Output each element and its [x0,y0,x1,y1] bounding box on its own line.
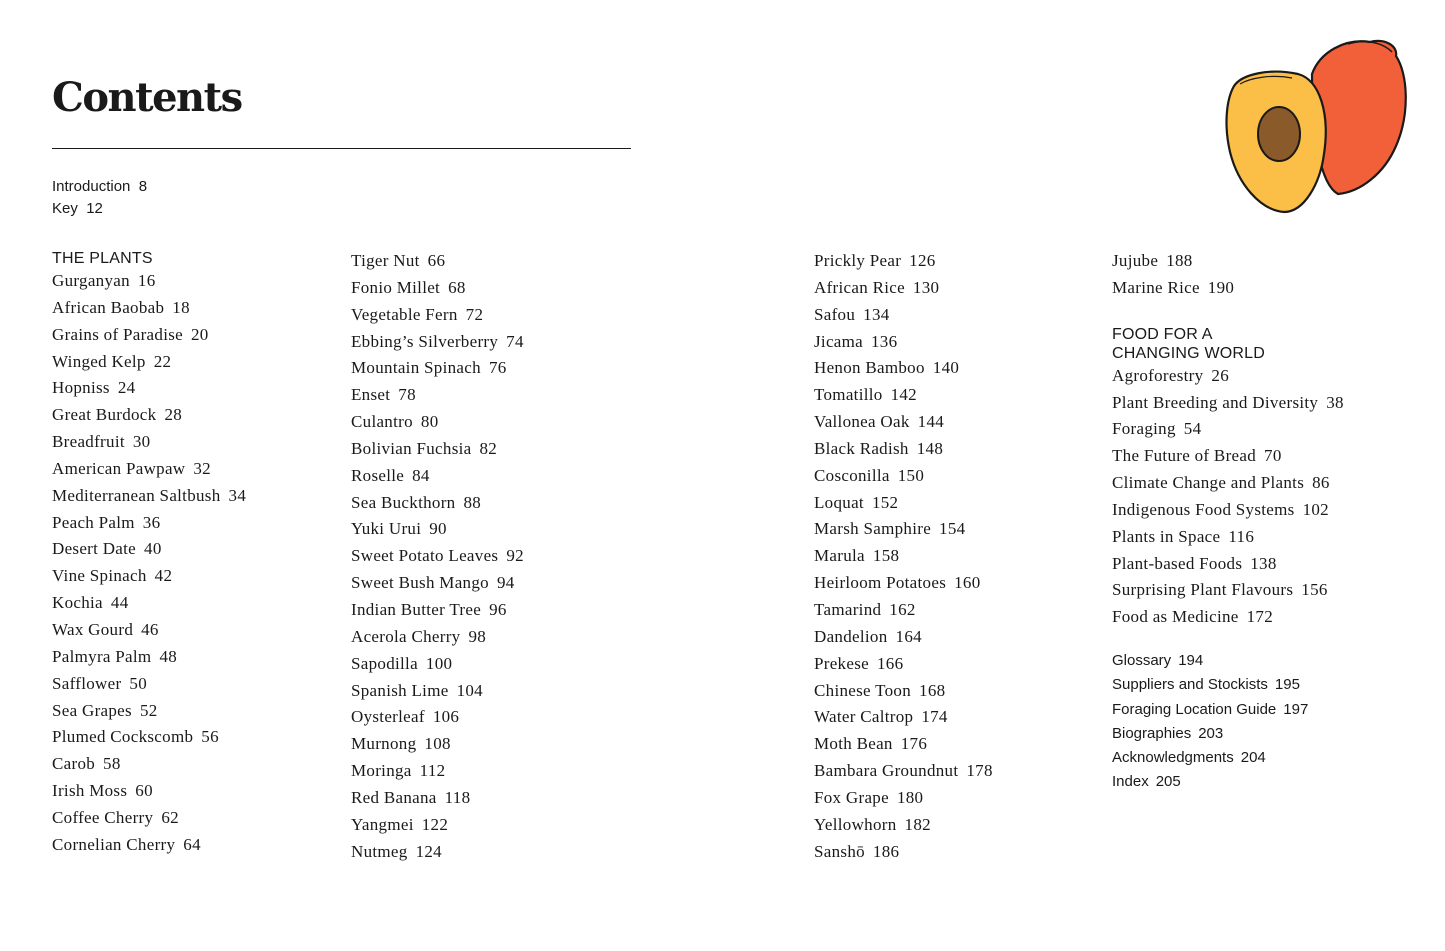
entry-page: 186 [872,841,900,861]
entry-page: 50 [129,673,148,693]
toc-entry-prickly-pear[interactable] [814,248,993,275]
toc-entry-murnong[interactable] [351,731,524,758]
entry-page: 88 [463,492,482,512]
entry-page: 22 [153,351,172,371]
entry-page: 182 [904,814,931,834]
entry-page: 92 [506,546,524,566]
entry-label: Safou [814,304,856,324]
entry-label: Sweet Potato Leaves [351,546,499,566]
entry-page: 40 [144,539,162,559]
entry-label: Foraging [1112,419,1176,439]
entry-label: Marsh Samphire [814,519,932,539]
entry-label: Loquat [814,492,864,512]
entry-page: 166 [876,653,904,673]
toc-entry-foraging-location-guide[interactable] [1112,698,1344,722]
toc-entry-glossary[interactable] [1112,649,1344,673]
entry-page: 100 [425,653,453,673]
entry-page: 64 [183,834,201,854]
entry-page: 76 [488,358,507,378]
toc-entry-suppliers-and-stockists[interactable] [1112,673,1344,697]
entry-label: Prickly Pear [814,251,902,270]
toc-entry-plants-in-space[interactable] [1112,524,1344,551]
toc-entry-cornelian-cherry[interactable] [52,832,246,859]
toc-entry-indigenous-food-systems[interactable] [1112,497,1344,524]
entry-label: Sea Buckthorn [351,492,456,512]
entry-label: Red Banana [351,787,437,807]
entry-label: Henon Bamboo [814,358,925,378]
toc-entry-irish-moss[interactable] [52,778,246,805]
entry-label: Ebbing’s Silverberry [351,331,499,351]
entry-label: Bolivian Fuchsia [351,438,472,458]
toc-entry-surprising-plant-flavours[interactable] [1112,577,1344,604]
toc-entry-index[interactable] [1112,770,1344,794]
toc-entry-sea-grapes[interactable] [52,698,246,725]
entry-label: Acknowledgments [1112,748,1234,766]
entry-label: Nutmeg [351,841,408,861]
front-matter-list [52,176,147,220]
entry-page: 20 [190,324,209,344]
toc-entry-chinese-toon[interactable] [814,678,993,705]
fruit-illustration [1220,34,1410,219]
toc-entry-sea-buckthorn[interactable] [351,490,524,517]
entry-page: 134 [863,304,890,324]
entry-page: 112 [419,761,446,781]
entry-label: Plants in Space [1112,526,1221,546]
entry-page: 36 [142,512,161,532]
entry-label: Moth Bean [814,734,893,754]
entry-page: 56 [201,727,219,747]
plants-list-4 [1112,248,1344,302]
entry-page: 162 [889,599,916,619]
entry-page: 204 [1240,748,1266,766]
entry-page: 118 [444,787,471,807]
section-gap [1112,631,1344,649]
entry-label: Sapodilla [351,653,418,673]
entry-page: 152 [871,492,899,512]
toc-entry-sweet-potato-leaves[interactable] [351,543,524,570]
toc-entry-culantro[interactable] [351,409,524,436]
toc-entry-sweet-bush-mango[interactable] [351,570,524,597]
toc-entry-cosconilla[interactable] [814,463,993,490]
toc-entry-tamarind[interactable] [814,597,993,624]
entry-label: Great Burdock [52,405,157,425]
entry-label: Climate Change and Plants [1112,473,1305,493]
title-divider [52,148,631,149]
toc-entry-hopniss[interactable] [52,375,246,402]
entry-page: 160 [954,573,981,593]
entry-label: Tiger Nut [351,251,420,270]
toc-entry-wax-gourd[interactable] [52,617,246,644]
entry-page: 156 [1301,580,1328,600]
entry-label: Marula [814,546,865,566]
toc-entry-heirloom-potatoes[interactable] [814,570,993,597]
entry-label: Sea Grapes [52,700,132,720]
entry-page: 80 [420,412,439,432]
toc-entry-plumed-cockscomb[interactable] [52,724,246,751]
entry-label: Food as Medicine [1112,607,1239,627]
entry-page: 174 [921,707,948,727]
toc-entry-henon-bamboo[interactable] [814,355,993,382]
entry-label: Sanshō [814,841,865,861]
entry-label: Desert Date [52,539,137,559]
entry-page: 102 [1302,499,1329,519]
toc-entry-ebbing-s-silverberry[interactable] [351,329,524,356]
toc-entry-mountain-spinach[interactable] [351,355,524,382]
entry-label: Black Radish [814,438,909,458]
entry-page: 34 [228,485,247,505]
entry-label: Chinese Toon [814,680,912,700]
entry-label: Irish Moss [52,781,128,801]
entry-label: Indigenous Food Systems [1112,499,1295,519]
entry-label: Oysterleaf [351,707,425,727]
entry-label: Jicama [814,331,863,351]
section-gap [1112,302,1344,324]
entry-page: 172 [1246,607,1274,627]
toc-entry-water-caltrop[interactable] [814,704,993,731]
toc-entry-kochia[interactable] [52,590,246,617]
entry-page: 150 [897,465,925,485]
toc-entry-african-baobab[interactable] [52,295,246,322]
entry-page: 28 [164,405,183,425]
toc-column-1 [52,248,246,859]
entry-label: Gurganyan [52,271,130,290]
entry-label: Murnong [351,734,417,754]
toc-column-4 [1112,248,1344,794]
entry-label: Breadfruit [52,432,125,452]
entry-page: 154 [939,519,966,539]
toc-entry-jicama[interactable] [814,329,993,356]
entry-page: 32 [193,458,211,478]
entry-label: Mediterranean Saltbush [52,485,221,505]
toc-entry-red-banana[interactable] [351,785,524,812]
entry-page: 12 [86,200,103,217]
toc-entry-moth-bean[interactable] [814,731,993,758]
toc-entry-palmyra-palm[interactable] [52,644,246,671]
plants-list-1 [52,268,246,859]
entry-label: Peach Palm [52,512,135,532]
changing-world-list [1112,363,1344,631]
section-heading-food-for-a-changing-world: FOOD FOR A CHANGING WORLD [1112,325,1266,362]
entry-label: Wax Gourd [52,619,134,639]
entry-page: 26 [1211,365,1230,385]
entry-page: 86 [1312,473,1330,493]
entry-page: 48 [159,646,178,666]
entry-page: 136 [871,331,898,351]
toc-entry-desert-date[interactable] [52,536,246,563]
entry-label: Vallonea Oak [814,412,910,432]
entry-page: 140 [932,358,960,378]
entry-label: Foraging Location Guide [1112,700,1277,718]
entry-label: Kochia [52,593,103,613]
entry-label: Hopniss [52,378,110,398]
toc-entry-safflower[interactable] [52,671,246,698]
entry-page: 66 [427,251,446,270]
entry-label: Index [1112,773,1149,791]
entry-label: Agroforestry [1112,365,1204,385]
toc-entry-the-future-of-bread[interactable] [1112,443,1344,470]
toc-entry-african-rice[interactable] [814,275,993,302]
toc-entry-gurganyan[interactable] [52,268,246,295]
toc-entry-agroforestry[interactable] [1112,363,1344,390]
entry-label: Grains of Paradise [52,324,183,344]
toc-column-2 [351,248,524,865]
entry-label: Surprising Plant Flavours [1112,580,1294,600]
entry-page: 72 [465,304,484,324]
entry-label: Cornelian Cherry [52,834,176,854]
toc-entry-prekese[interactable] [814,651,993,678]
toc-entry-peach-palm[interactable] [52,510,246,537]
entry-label: Enset [351,385,391,405]
entry-page: 42 [154,566,173,586]
entry-page: 142 [890,385,917,405]
entry-label: American Pawpaw [52,458,186,478]
entry-label: Glossary [1112,652,1172,670]
toc-entry-indian-butter-tree[interactable] [351,597,524,624]
entry-page: 178 [966,761,993,781]
entry-page: 164 [895,626,922,646]
entry-page: 188 [1166,251,1193,270]
entry-page: 144 [917,412,945,432]
entry-page: 126 [909,251,936,270]
toc-entry-safou[interactable] [814,302,993,329]
entry-label: Introduction [52,178,131,195]
entry-page: 194 [1178,652,1204,670]
toc-entry-enset[interactable] [351,382,524,409]
entry-page: 18 [172,297,190,317]
entry-label: Prekese [814,653,869,673]
toc-entry-vine-spinach[interactable] [52,563,246,590]
entry-page: 130 [912,277,940,297]
entry-page: 82 [479,438,498,458]
entry-page: 122 [421,814,449,834]
toc-entry-american-pawpaw[interactable] [52,456,246,483]
entry-page: 180 [896,787,924,807]
toc-entry-carob[interactable] [52,751,246,778]
entry-label: Marine Rice [1112,277,1200,297]
toc-entry-introduction[interactable] [52,176,147,198]
entry-page: 84 [412,465,430,485]
entry-page: 16 [137,271,156,290]
toc-entry-black-radish[interactable] [814,436,993,463]
entry-page: 78 [398,385,416,405]
entry-label: Carob [52,754,96,774]
toc-entry-oysterleaf[interactable] [351,704,524,731]
entry-label: Cosconilla [814,465,890,485]
entry-page: 203 [1198,724,1224,742]
entry-page: 90 [429,519,447,539]
entry-label: Yangmei [351,814,414,834]
toc-entry-dandelion[interactable] [814,624,993,651]
toc-entry-climate-change-and-plants[interactable] [1112,470,1344,497]
entry-page: 197 [1283,700,1309,718]
entry-page: 60 [135,781,153,801]
entry-label: Biographies [1112,724,1192,742]
toc-entry-yuki-urui[interactable] [351,516,524,543]
entry-label: Bambara Groundnut [814,761,959,781]
entry-page: 54 [1183,419,1202,439]
toc-entry-nutmeg[interactable] [351,839,524,866]
toc-entry-fox-grape[interactable] [814,785,993,812]
toc-entry-tiger-nut[interactable] [351,248,524,275]
toc-entry-acknowledgments[interactable] [1112,746,1344,770]
entry-page: 168 [919,680,946,700]
toc-entry-jujube[interactable] [1112,248,1344,275]
entry-page: 44 [110,593,129,613]
toc-entry-breadfruit[interactable] [52,429,246,456]
entry-page: 46 [141,619,159,639]
entry-label: Plumed Cockscomb [52,727,194,747]
entry-label: Roselle [351,465,405,485]
entry-label: The Future of Bread [1112,446,1257,466]
entry-page: 205 [1155,773,1181,791]
toc-entry-coffee-cherry[interactable] [52,805,246,832]
entry-label: Jujube [1112,251,1159,270]
entry-label: African Baobab [52,297,165,317]
entry-label: Sweet Bush Mango [351,573,489,593]
back-matter-list [1112,649,1344,794]
entry-page: 70 [1264,446,1282,466]
entry-label: Key [52,200,78,217]
entry-label: Yellowhorn [814,814,897,834]
entry-page: 195 [1274,676,1300,694]
entry-label: Spanish Lime [351,680,449,700]
toc-entry-plant-based-foods[interactable] [1112,551,1344,578]
fruit-seed-icon [1258,107,1300,161]
toc-entry-food-as-medicine[interactable] [1112,604,1344,631]
entry-label: Mountain Spinach [351,358,481,378]
entry-label: Tamarind [814,599,882,619]
entry-page: 94 [496,573,515,593]
entry-label: Dandelion [814,626,888,646]
entry-label: Fox Grape [814,787,889,807]
entry-label: Moringa [351,761,412,781]
entry-page: 62 [161,807,179,827]
toc-entry-foraging[interactable] [1112,416,1344,443]
entry-page: 8 [138,178,148,195]
entry-page: 24 [117,378,136,398]
toc-entry-vegetable-fern[interactable] [351,302,524,329]
entry-label: Tomatillo [814,385,883,405]
toc-entry-great-burdock[interactable] [52,402,246,429]
toc-entry-moringa[interactable] [351,758,524,785]
entry-page: 190 [1207,277,1235,297]
toc-entry-plant-breeding-and-diversity[interactable] [1112,390,1344,417]
toc-entry-acerola-cherry[interactable] [351,624,524,651]
entry-label: Indian Butter Tree [351,599,482,619]
entry-page: 116 [1228,526,1255,546]
entry-page: 106 [432,707,460,727]
entry-page: 98 [468,626,487,646]
entry-page: 124 [415,841,442,861]
entry-label: Coffee Cherry [52,807,154,827]
entry-label: Acerola Cherry [351,626,461,646]
entry-label: Heirloom Potatoes [814,573,947,593]
toc-entry-mediterranean-saltbush[interactable] [52,483,246,510]
entry-label: Vine Spinach [52,566,147,586]
toc-entry-bambara-groundnut[interactable] [814,758,993,785]
entry-label: Yuki Urui [351,519,422,539]
entry-page: 138 [1250,553,1277,573]
entry-page: 104 [456,680,483,700]
toc-entry-fonio-millet[interactable] [351,275,524,302]
plants-list-2 [351,248,524,865]
toc-entry-vallonea-oak[interactable] [814,409,993,436]
entry-label: Safflower [52,673,122,693]
toc-entry-yangmei[interactable] [351,812,524,839]
toc-entry-marine-rice[interactable] [1112,275,1344,302]
toc-entry-yellowhorn[interactable] [814,812,993,839]
entry-label: Suppliers and Stockists [1112,676,1268,694]
entry-label: Water Caltrop [814,707,914,727]
toc-entry-biographies[interactable] [1112,722,1344,746]
toc-entry-winged-kelp[interactable] [52,349,246,376]
toc-entry-loquat[interactable] [814,490,993,517]
entry-page: 96 [489,599,507,619]
entry-label: Plant-based Foods [1112,553,1243,573]
section-heading-the-plants: THE PLANTS [52,250,153,267]
toc-entry-grains-of-paradise[interactable] [52,322,246,349]
toc-entry-tomatillo[interactable] [814,382,993,409]
entry-label: Culantro [351,412,413,432]
toc-entry-sansh[interactable] [814,839,993,866]
entry-page: 58 [103,754,121,774]
entry-page: 148 [916,438,944,458]
entry-label: Plant Breeding and Diversity [1112,392,1319,412]
entry-page: 52 [139,700,158,720]
entry-page: 176 [900,734,928,754]
toc-entry-roselle[interactable] [351,463,524,490]
toc-column-3 [814,248,993,865]
entry-page: 38 [1326,392,1344,412]
page-title: Contents [52,74,242,121]
entry-label: Palmyra Palm [52,646,152,666]
entry-label: Winged Kelp [52,351,146,371]
toc-entry-spanish-lime[interactable] [351,678,524,705]
entry-page: 108 [424,734,451,754]
toc-entry-bolivian-fuchsia[interactable] [351,436,524,463]
entry-page: 158 [872,546,900,566]
entry-page: 30 [132,432,151,452]
entry-label: Fonio Millet [351,277,441,297]
toc-entry-marula[interactable] [814,543,993,570]
toc-entry-sapodilla[interactable] [351,651,524,678]
toc-entry-marsh-samphire[interactable] [814,516,993,543]
entry-label: Vegetable Fern [351,304,458,324]
entry-page: 68 [448,277,466,297]
entry-page: 74 [506,331,524,351]
plants-list-3 [814,248,993,865]
entry-label: African Rice [814,277,905,297]
toc-entry-key[interactable] [52,198,147,220]
